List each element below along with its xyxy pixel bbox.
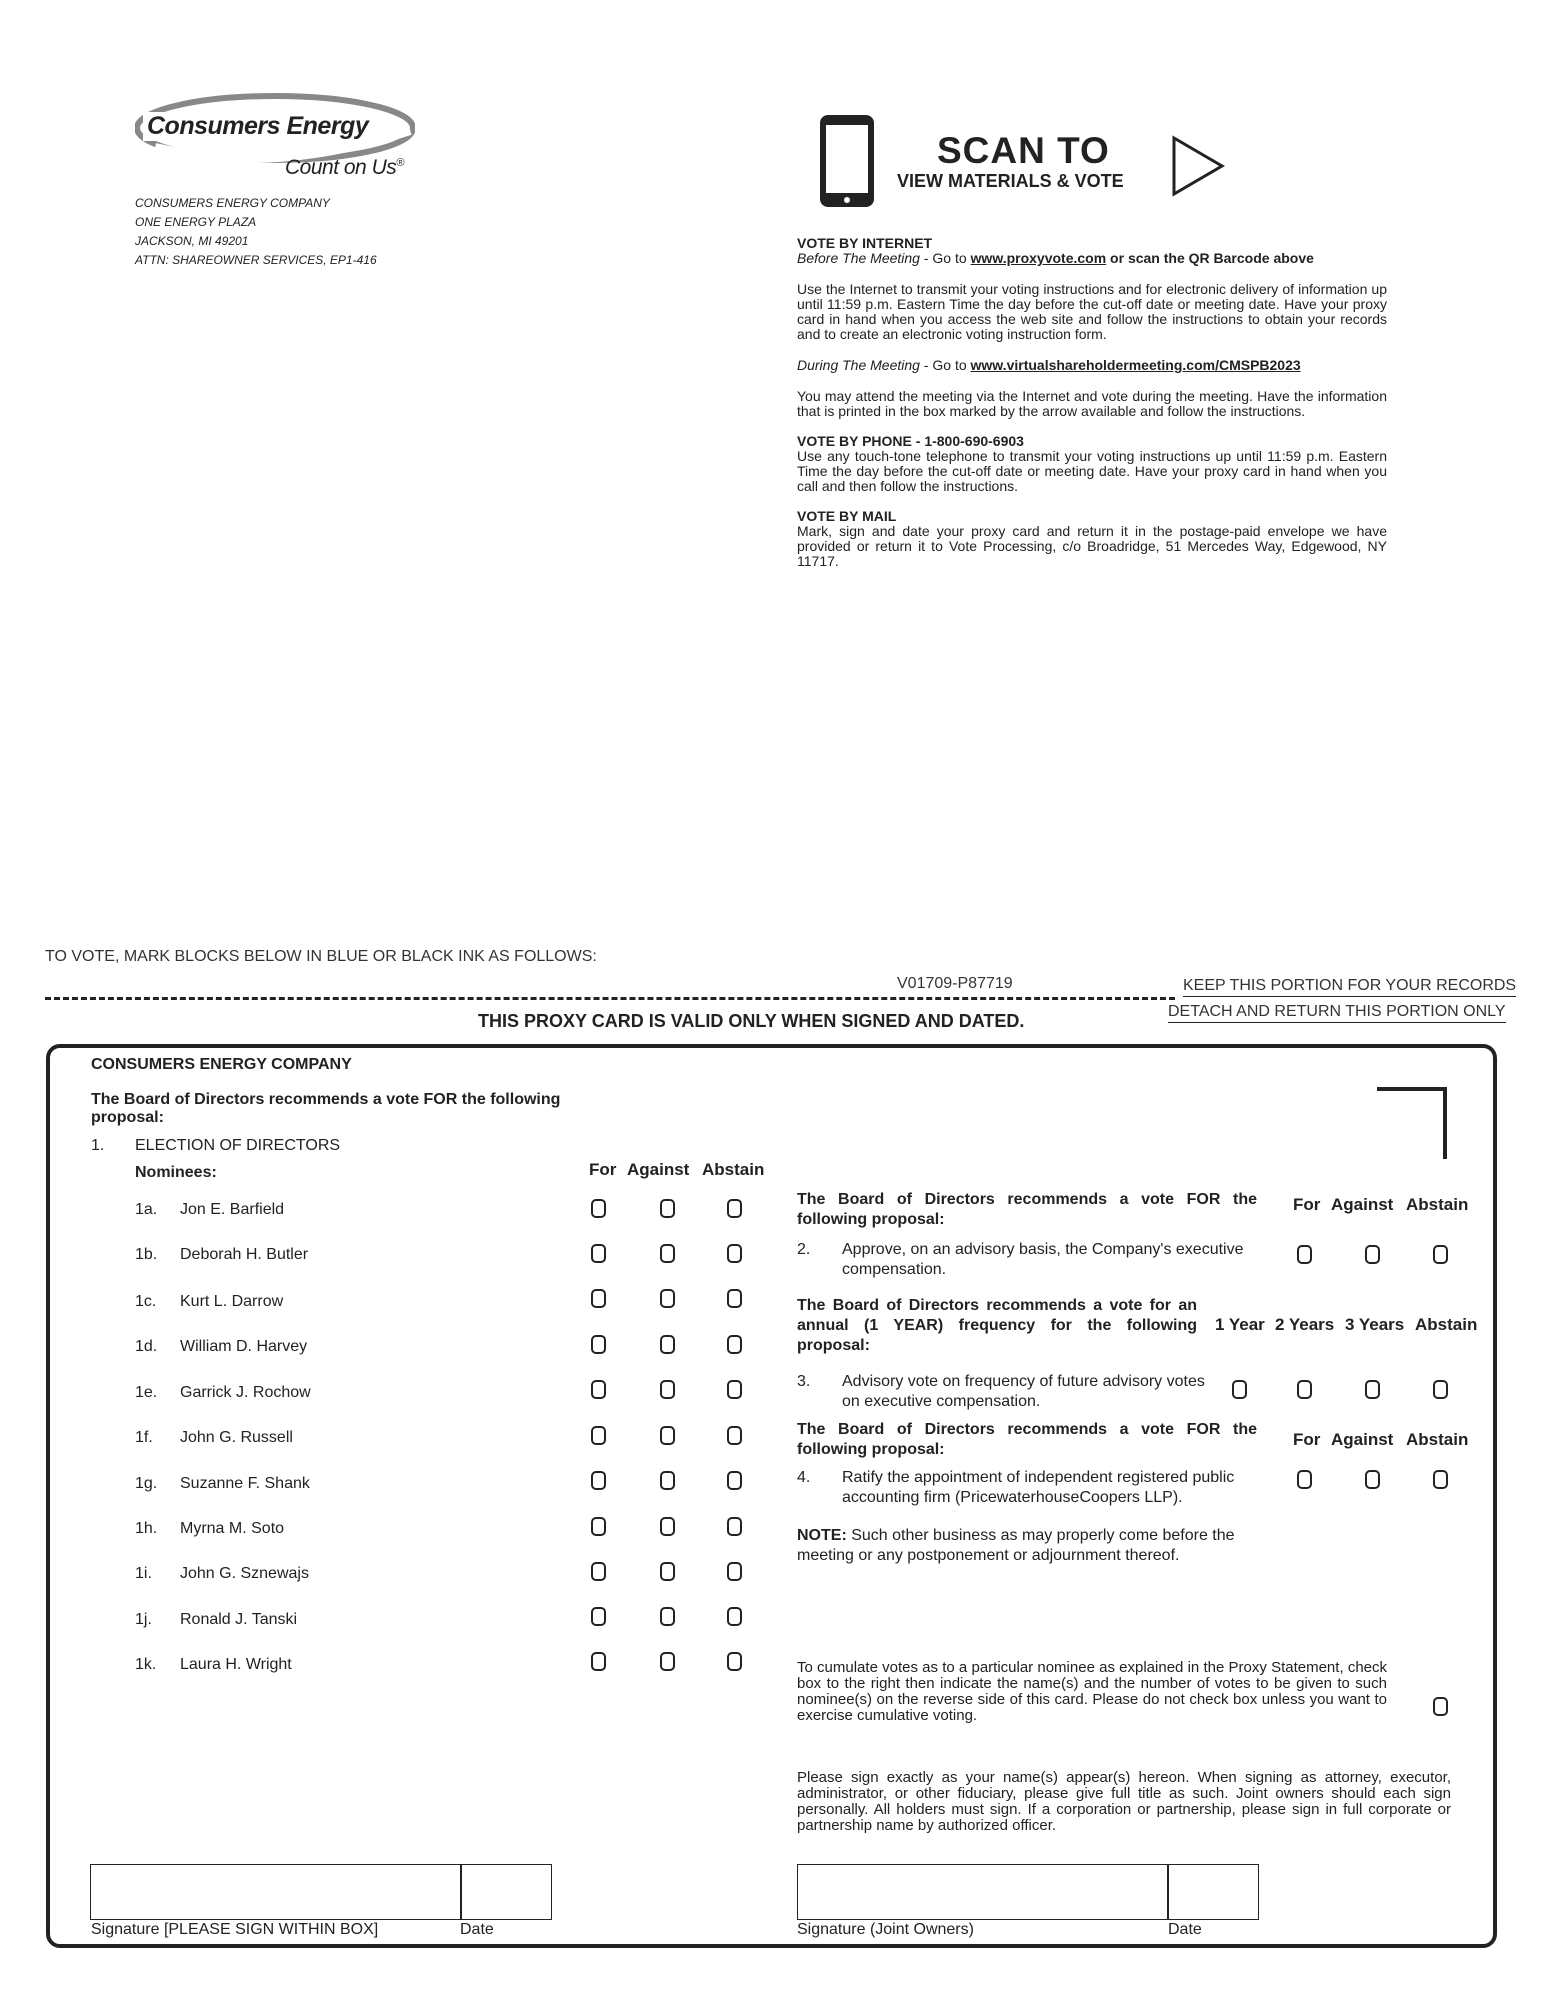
p2-against-header: Against xyxy=(1331,1195,1394,1214)
internet-body: Use the Internet to transmit your voting instructions and for electronic delivery of information up until 11:59 p.m. Eastern Time the day before the cut-off date or meeting date. Have your proxy card in hand when you access the web site and follow the instructions to obtain your records and to create an electronic voting instruction form. xyxy=(797,281,1387,342)
item1-number: 1. xyxy=(91,1137,105,1154)
nominee-1c-abstain-checkbox[interactable] xyxy=(727,1289,742,1308)
nominee-1i-abstain-checkbox[interactable] xyxy=(727,1562,742,1581)
item3-number: 3. xyxy=(797,1373,811,1390)
board-recommendation-2: The Board of Directors recommends a vote FOR the following proposal: xyxy=(797,1191,1257,1228)
phone-icon xyxy=(817,112,877,210)
address-line: ATTN: SHAREOWNER SERVICES, EP1-416 xyxy=(135,253,377,267)
date-label: Date xyxy=(460,1921,494,1938)
nominee-1a-for-checkbox[interactable] xyxy=(591,1199,606,1218)
nominee-number: 1b. xyxy=(135,1246,158,1263)
joint-signature-label: Signature (Joint Owners) xyxy=(797,1921,974,1938)
phone-body: Use any touch-tone telephone to transmit your voting instructions up until 11:59 p.m. Eastern Time the day before the cut-off date or meeting date. Have your proxy card in hand when you call and then follow the instructions. xyxy=(797,448,1387,494)
nominee-name: John G. Sznewajs xyxy=(180,1565,309,1582)
p3-abstain-checkbox[interactable] xyxy=(1433,1380,1448,1399)
nominees-label: Nominees: xyxy=(135,1164,217,1181)
p3-1year-checkbox[interactable] xyxy=(1232,1380,1247,1399)
nominee-number: 1h. xyxy=(135,1520,158,1537)
p2-abstain-header: Abstain xyxy=(1406,1195,1469,1214)
item4-number: 4. xyxy=(797,1469,811,1486)
arrow-right-icon xyxy=(1168,134,1228,198)
before-meeting-line: Before The Meeting - Go to www.proxyvote.com or scan the QR Barcode above xyxy=(797,250,1314,266)
nominee-number: 1a. xyxy=(135,1201,158,1218)
nominee-1e-abstain-checkbox[interactable] xyxy=(727,1380,742,1399)
nominee-1j-abstain-checkbox[interactable] xyxy=(727,1607,742,1626)
nominee-1f-abstain-checkbox[interactable] xyxy=(727,1426,742,1445)
vote-mail-heading: VOTE BY MAIL xyxy=(797,508,897,524)
nominee-name: Garrick J. Rochow xyxy=(180,1384,311,1401)
nominee-1g-abstain-checkbox[interactable] xyxy=(727,1471,742,1490)
board-recommendation-4: The Board of Directors recommends a vote FOR the following proposal: xyxy=(797,1421,1257,1458)
address-line: ONE ENERGY PLAZA xyxy=(135,215,257,229)
p3-3years-header: 3 Years xyxy=(1345,1315,1405,1334)
cumulative-voting-checkbox[interactable] xyxy=(1433,1697,1448,1716)
address-line: CONSUMERS ENERGY COMPANY xyxy=(135,196,330,210)
card-company: CONSUMERS ENERGY COMPANY xyxy=(91,1056,352,1073)
nominee-1d-abstain-checkbox[interactable] xyxy=(727,1335,742,1354)
joint-date-box[interactable] xyxy=(1167,1864,1259,1920)
nominee-1h-abstain-checkbox[interactable] xyxy=(727,1517,742,1536)
nominee-number: 1f. xyxy=(135,1429,153,1446)
p2-for-header: For xyxy=(1293,1195,1321,1214)
nominee-number: 1g. xyxy=(135,1475,158,1492)
nominee-name: William D. Harvey xyxy=(180,1338,308,1355)
nominee-name: John G. Russell xyxy=(180,1429,293,1446)
virtual-meeting-link[interactable]: www.virtualshareholdermeeting.com/CMSPB2023 xyxy=(970,357,1301,373)
nominee-number: 1k. xyxy=(135,1656,157,1673)
company-address xyxy=(135,194,377,270)
item1-title: ELECTION OF DIRECTORS xyxy=(135,1137,341,1154)
mark-instructions: TO VOTE, MARK BLOCKS BELOW IN BLUE OR BLACK INK AS FOLLOWS: xyxy=(45,948,597,965)
board-recommendation-1: The Board of Directors recommends a vote FOR the following proposal: xyxy=(91,1091,561,1126)
vote-phone-heading: VOTE BY PHONE - 1-800-690-6903 xyxy=(797,433,1024,449)
nominee-number: 1j. xyxy=(135,1611,152,1628)
vote-instructions xyxy=(797,236,1387,569)
p4-for-checkbox[interactable] xyxy=(1297,1470,1312,1489)
joint-signature-box[interactable] xyxy=(797,1864,1169,1920)
p4-for-header: For xyxy=(1293,1430,1321,1449)
during-body: You may attend the meeting via the Internet and vote during the meeting. Have the information that is printed in the box marked by the arrow available and follow the instructions. xyxy=(797,388,1387,419)
p2-for-checkbox[interactable] xyxy=(1297,1245,1312,1264)
detach-line xyxy=(45,997,1175,1000)
nominee-name: Ronald J. Tanski xyxy=(180,1611,298,1628)
nominee-1b-against-checkbox[interactable] xyxy=(660,1244,675,1263)
nominee-number: 1e. xyxy=(135,1384,158,1401)
board-recommendation-3: The Board of Directors recommends a vote for an annual (1 YEAR) frequency for the following proposal: xyxy=(797,1297,1197,1354)
during-meeting-line: During The Meeting - Go to www.virtualshareholdermeeting.com/CMSPB2023 xyxy=(797,357,1301,373)
detach-portion-label: DETACH AND RETURN THIS PORTION ONLY xyxy=(1168,1003,1506,1023)
p4-against-header: Against xyxy=(1331,1430,1394,1449)
item4-text: Ratify the appointment of independent registered public accounting firm (PricewaterhouseCoopers LLP). xyxy=(842,1469,1235,1506)
nominee-name: Suzanne F. Shank xyxy=(180,1475,310,1492)
p2-against-checkbox[interactable] xyxy=(1365,1245,1380,1264)
nominee-1c-for-checkbox[interactable] xyxy=(591,1289,606,1308)
proxyvote-link[interactable]: www.proxyvote.com xyxy=(970,250,1107,266)
col-abstain-header: Abstain xyxy=(702,1160,765,1179)
nominee-1h-for-checkbox[interactable] xyxy=(591,1517,606,1536)
nominee-name: Deborah H. Butler xyxy=(180,1246,309,1263)
p3-2years-header: 2 Years xyxy=(1275,1315,1335,1334)
valid-notice: THIS PROXY CARD IS VALID ONLY WHEN SIGNED AND DATED. xyxy=(478,1011,1025,1031)
p4-against-checkbox[interactable] xyxy=(1365,1470,1380,1489)
note-text: NOTE: Such other business as may properly come before the meeting or any postponement or adjournment thereof. xyxy=(797,1527,1235,1564)
logo-tagline: Count on Us® xyxy=(285,156,404,179)
p3-1year-header: 1 Year xyxy=(1215,1315,1265,1334)
control-code: V01709-P87719 xyxy=(897,975,1013,992)
nominee-1d-for-checkbox[interactable] xyxy=(591,1335,606,1354)
nominee-number: 1d. xyxy=(135,1338,158,1355)
nominee-1e-against-checkbox[interactable] xyxy=(660,1380,675,1399)
p3-abstain-header: Abstain xyxy=(1415,1315,1478,1334)
nominee-1j-for-checkbox[interactable] xyxy=(591,1607,606,1626)
nominee-1f-for-checkbox[interactable] xyxy=(591,1426,606,1445)
cumulative-voting-text: To cumulate votes as to a particular nominee as explained in the Proxy Statement, check box to the right then indicate the name(s) and the number of votes to be given to such nominee(s) on the reverse side of this card. Please do not check box unless you want to exercise cumulative voting. xyxy=(797,1659,1387,1724)
scan-subtitle: VIEW MATERIALS & VOTE xyxy=(897,171,1124,191)
nominee-name: Kurt L. Darrow xyxy=(180,1293,284,1310)
corner-marker xyxy=(1377,1087,1447,1159)
col-for-header: For xyxy=(589,1160,617,1179)
nominee-1k-against-checkbox[interactable] xyxy=(660,1652,675,1671)
item2-number: 2. xyxy=(797,1241,811,1258)
p4-abstain-header: Abstain xyxy=(1406,1430,1469,1449)
company-logo xyxy=(135,90,415,185)
p2-abstain-checkbox[interactable] xyxy=(1433,1245,1448,1264)
address-line: JACKSON, MI 49201 xyxy=(135,234,249,248)
signature-box[interactable] xyxy=(90,1864,462,1920)
nominee-1f-against-checkbox[interactable] xyxy=(660,1426,675,1445)
keep-portion-label: KEEP THIS PORTION FOR YOUR RECORDS xyxy=(1183,977,1516,997)
nominee-1i-against-checkbox[interactable] xyxy=(660,1562,675,1581)
vote-internet-heading: VOTE BY INTERNET xyxy=(797,235,933,251)
nominee-1k-abstain-checkbox[interactable] xyxy=(727,1652,742,1671)
nominee-name: Jon E. Barfield xyxy=(180,1201,285,1218)
nominee-1k-for-checkbox[interactable] xyxy=(591,1652,606,1671)
nominee-1g-for-checkbox[interactable] xyxy=(591,1471,606,1490)
nominee-number: 1c. xyxy=(135,1293,157,1310)
p4-abstain-checkbox[interactable] xyxy=(1433,1470,1448,1489)
nominee-1b-abstain-checkbox[interactable] xyxy=(727,1244,742,1263)
nominee-1j-against-checkbox[interactable] xyxy=(660,1607,675,1626)
nominee-1a-abstain-checkbox[interactable] xyxy=(727,1199,742,1218)
nominee-1g-against-checkbox[interactable] xyxy=(660,1471,675,1490)
sign-instructions: Please sign exactly as your name(s) appear(s) hereon. When signing as attorney, executor, administrator, or other fiduciary, please give full title as such. Joint owners should each sign personally. All holders must sign. If a corporation or partnership, please sign in full corporate or partnership name by authorized officer. xyxy=(797,1769,1451,1834)
nominee-name: Myrna M. Soto xyxy=(180,1520,285,1537)
item3-text: Advisory vote on frequency of future advisory votes on executive compensation. xyxy=(842,1373,1205,1410)
nominee-1a-against-checkbox[interactable] xyxy=(660,1199,675,1218)
nominee-1i-for-checkbox[interactable] xyxy=(591,1562,606,1581)
nominee-1d-against-checkbox[interactable] xyxy=(660,1335,675,1354)
nominee-number: 1i. xyxy=(135,1565,152,1582)
logo-text: Consumers Energy xyxy=(143,112,372,141)
nominee-1e-for-checkbox[interactable] xyxy=(591,1380,606,1399)
nominee-name: Laura H. Wright xyxy=(180,1656,292,1673)
joint-date-label: Date xyxy=(1168,1921,1202,1938)
p3-3years-checkbox[interactable] xyxy=(1365,1380,1380,1399)
col-against-header: Against xyxy=(627,1160,690,1179)
scan-title: SCAN TO xyxy=(937,130,1110,171)
date-box[interactable] xyxy=(460,1864,552,1920)
signature-label: Signature [PLEASE SIGN WITHIN BOX] xyxy=(91,1921,379,1938)
item2-text: Approve, on an advisory basis, the Company's executive compensation. xyxy=(842,1241,1244,1278)
mail-body: Mark, sign and date your proxy card and return it in the postage-paid envelope we have provided or return it to Vote Processing, c/o Broadridge, 51 Mercedes Way, Edgewood, NY 11717. xyxy=(797,523,1387,569)
nominee-1b-for-checkbox[interactable] xyxy=(591,1244,606,1263)
nominee-1c-against-checkbox[interactable] xyxy=(660,1289,675,1308)
p3-2years-checkbox[interactable] xyxy=(1297,1380,1312,1399)
nominee-1h-against-checkbox[interactable] xyxy=(660,1517,675,1536)
